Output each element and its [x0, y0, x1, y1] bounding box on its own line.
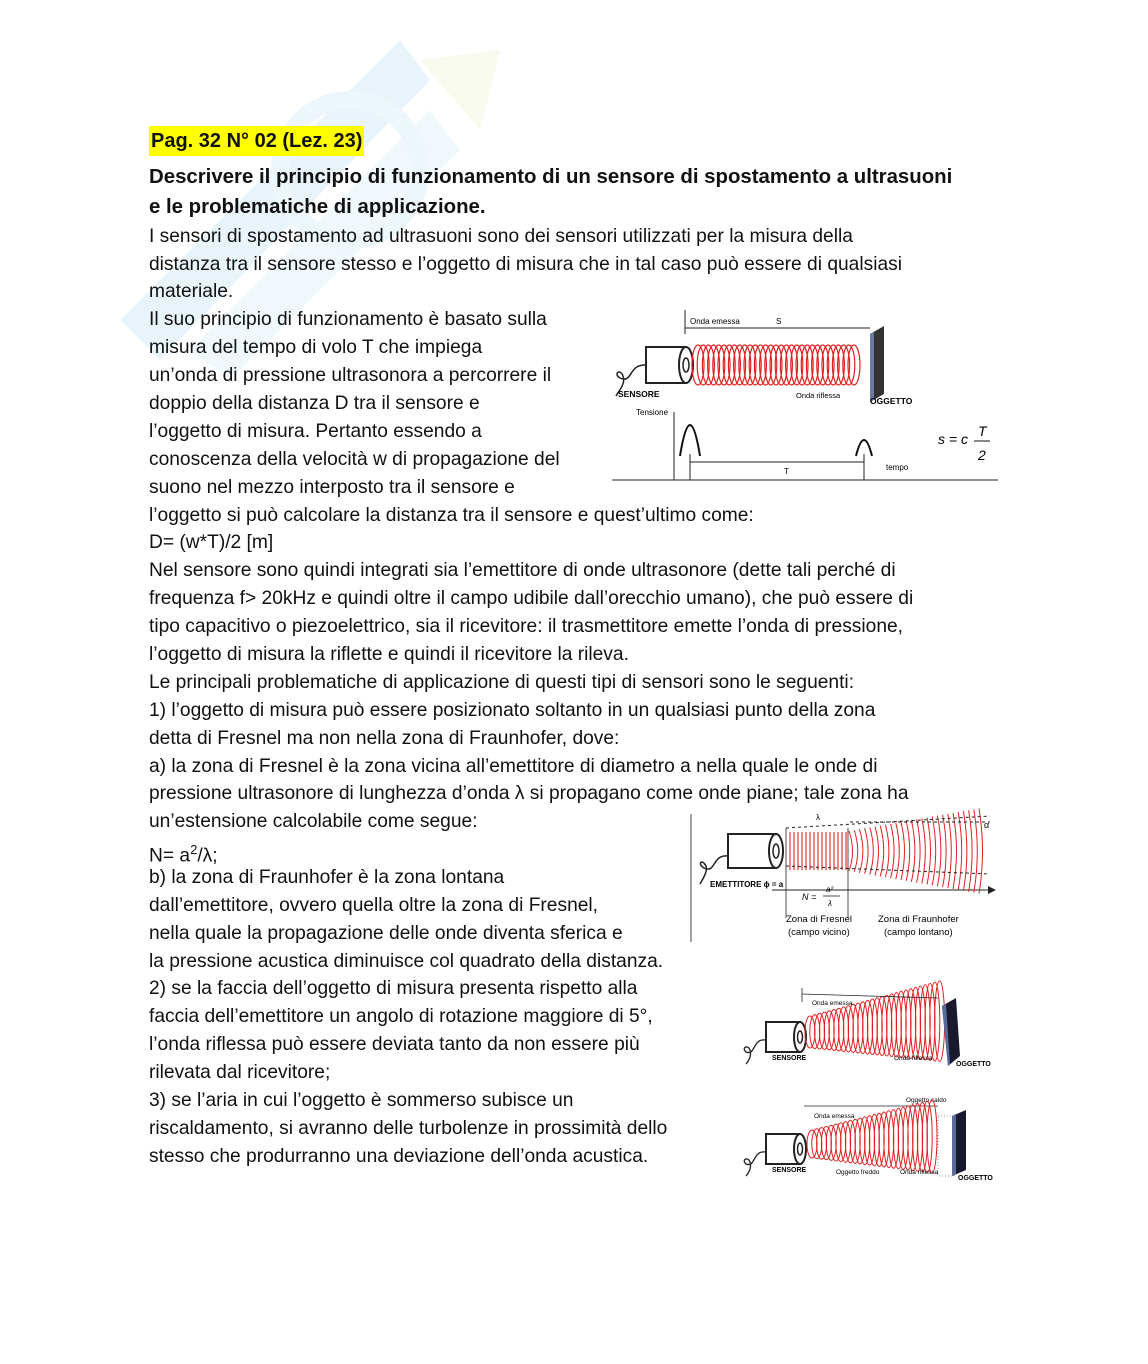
label-oggetto: OGGETTO — [870, 396, 913, 406]
spherical-wavefront — [870, 827, 874, 874]
text-line: Il suo principio di funzionamento è basato sulla — [149, 309, 547, 330]
label-oggetto-freddo: Oggetto freddo — [836, 1169, 880, 1176]
spherical-wavefront — [911, 820, 915, 882]
spherical-wavefront — [969, 810, 973, 891]
text-line: b) la zona di Fraunhofer è la zona lontana — [149, 867, 505, 888]
text-line: l’oggetto si può calcolare la distanza tra il sensore e quest’ultimo come: — [149, 505, 754, 526]
text-line: 2) se la faccia dell’oggetto di misura presenta rispetto alla — [149, 978, 638, 999]
text-line: materiale. — [149, 281, 234, 302]
formula-n: $N= a^2/\lambda$; — [149, 842, 218, 867]
formula-num: T — [978, 423, 987, 439]
object-icon — [870, 326, 884, 402]
spherical-wavefront — [854, 830, 858, 872]
text-line: dall’emettitore, ovvero quella oltre la zona di Fresnel, — [149, 895, 599, 916]
spherical-wavefront — [922, 818, 926, 883]
text-line: pressione ultrasonore di lunghezza d’onda λ si propagano come onde piane; tale zona ha — [149, 783, 909, 804]
text-line: doppio della distanza D tra il sensore e — [149, 393, 480, 414]
label-oggetto: OGGETTO — [958, 1175, 993, 1182]
spherical-wavefront — [953, 813, 957, 889]
label-onda-riflessa: Onda riflessa — [796, 391, 841, 400]
text-line: faccia dell’emettitore un angolo di rotazione maggiore di 5°, — [149, 1006, 653, 1027]
object-icon — [942, 998, 960, 1066]
spherical-wavefront — [932, 817, 936, 886]
spherical-waves — [849, 809, 983, 894]
question-line-2: e le problematiche di applicazione. — [149, 196, 486, 218]
label-fraunhofer-sub: (campo lontano) — [884, 927, 953, 938]
text-line: misura del tempo di volo T che impiega — [149, 337, 483, 358]
text-line: riscaldamento, si avranno delle turbolenze in prossimità dello — [149, 1118, 668, 1139]
label-t: T — [784, 467, 789, 476]
text-line: Le principali problematiche di applicazione di questi tipi di sensori sono le seguenti: — [149, 672, 855, 693]
spherical-wavefront — [859, 829, 863, 873]
label-sensore: SENSORE — [772, 1055, 807, 1062]
label-onda-riflessa: Onda riflessa — [894, 1055, 933, 1062]
text-line: rilevata dal ricevitore; — [149, 1062, 331, 1083]
spherical-wavefront — [875, 827, 879, 876]
label-alpha: α — [984, 820, 990, 830]
text-line: l’oggetto di misura la riflette e quindi il ricevitore la rileva. — [149, 644, 629, 665]
emitter-icon — [700, 834, 783, 884]
wave-fan — [805, 981, 945, 1062]
spherical-wavefront — [958, 812, 962, 890]
hot-air-dots — [938, 1116, 954, 1176]
object-icon — [952, 1110, 966, 1176]
spherical-wavefront — [880, 826, 884, 877]
text-line: frequenza f> 20kHz e quindi oltre il campo udibile dall’orecchio umano), che può essere di — [149, 588, 914, 609]
label-n-den: λ — [828, 899, 832, 908]
text-line: tipo capacitivo o piezoelettrico, sia il ricevitore: il trasmettitore emette l’onda di pressione, — [149, 616, 903, 637]
label-sensore: SENSORE — [772, 1167, 807, 1174]
label-onda-riflessa: Onda riflessa — [900, 1169, 939, 1176]
text-line: l’onda riflessa può essere deviata tanto da non essere più — [149, 1034, 640, 1055]
text-line: un’estensione calcolabile come segue: — [149, 811, 478, 832]
formula-den: 2 — [978, 447, 986, 463]
label-tensione: Tensione — [636, 408, 669, 417]
spherical-wavefront — [948, 814, 952, 888]
label-onda-emessa: Onda emessa — [814, 1113, 855, 1120]
label-fraunhofer: Zona di Fraunhofer — [878, 914, 959, 925]
plane-waves — [790, 832, 846, 870]
text-line: conoscenza della velocità w di propagazione del — [149, 449, 560, 470]
label-sensore: SENSORE — [618, 389, 660, 399]
label-s: S — [776, 317, 782, 326]
wave-coil — [692, 345, 860, 385]
spherical-wavefront — [906, 821, 910, 881]
spherical-wavefront — [901, 822, 905, 880]
text-line: suono nel mezzo interposto tra il sensore e — [149, 477, 515, 498]
label-lambda: λ — [816, 813, 820, 822]
text-line: nella quale la propagazione delle onde diventa sferica e — [149, 923, 623, 944]
label-fresnel: Zona di Fresnel — [786, 914, 853, 925]
formula-s: s = c — [938, 431, 968, 447]
text-line: stesso che produrranno una deviazione dell’onda acustica. — [149, 1146, 649, 1167]
text-line: 1) l’oggetto di misura può essere posizionato soltanto in un qualsiasi punto della zona — [149, 700, 876, 721]
text-line: I sensori di spostamento ad ultrasuoni sono dei sensori utilizzati per la misura della — [149, 226, 853, 247]
spherical-wavefront — [865, 828, 869, 873]
spherical-wavefront — [885, 825, 889, 878]
label-fresnel-sub: (campo vicino) — [788, 927, 850, 938]
wave-fan — [807, 1100, 937, 1173]
text-line: detta di Fresnel ma non nella zona di Fraunhofer, dove: — [149, 728, 620, 749]
spherical-wavefront — [943, 815, 947, 887]
label-tempo: tempo — [886, 463, 909, 472]
label-n-eq: N = — [802, 892, 817, 902]
page-title: Pag. 32 N° 02 (Lez. 23) — [149, 126, 364, 156]
spherical-wavefront — [891, 824, 895, 878]
spherical-wavefront — [927, 818, 931, 885]
text-line: un’onda di pressione ultrasonora a percorrere il — [149, 365, 552, 386]
figure-fresnel-fraunhofer — [690, 808, 1000, 942]
question-line-1: Descrivere il principio di funzionamento di un sensore di spostamento a ultrasuoni — [149, 166, 953, 188]
spherical-wavefront — [849, 831, 853, 871]
text-line: a) la zona di Fresnel è la zona vicina all’emettitore di diametro a nella quale le onde di — [149, 756, 878, 777]
label-oggetto: OGGETTO — [956, 1061, 991, 1068]
label-n-num: a² — [826, 885, 834, 894]
figure-heated-air — [742, 1086, 1000, 1182]
text-line: l’oggetto di misura. Pertanto essendo a — [149, 421, 482, 442]
figure-rotated-object — [742, 972, 1000, 1072]
label-onda-emessa: Onda emessa — [690, 317, 740, 326]
figure-time-of-flight — [608, 304, 1000, 488]
label-oggetto-caldo: Oggetto caldo — [906, 1097, 947, 1104]
spherical-wavefront — [963, 811, 967, 891]
text-line: Nel sensore sono quindi integrati sia l’emettitore di onde ultrasonore (dette tali perché di — [149, 560, 896, 581]
text-line: 3) se l’aria in cui l’oggetto è sommerso subisce un — [149, 1090, 574, 1111]
spherical-wavefront — [917, 819, 921, 882]
formula-d: D= (w*T)/2 [m] — [149, 532, 274, 553]
label-emettitore: EMETTITORE ϕ = a — [710, 880, 784, 889]
text-line: distanza tra il sensore stesso e l’oggetto di misura che in tal caso può essere di qualsiasi — [149, 254, 902, 275]
spherical-wavefront — [937, 816, 941, 887]
spherical-wavefront — [979, 809, 983, 894]
text-line: la pressione acustica diminuisce col quadrato della distanza. — [149, 951, 664, 972]
label-onda-emessa: Onda emessa — [812, 1000, 853, 1007]
